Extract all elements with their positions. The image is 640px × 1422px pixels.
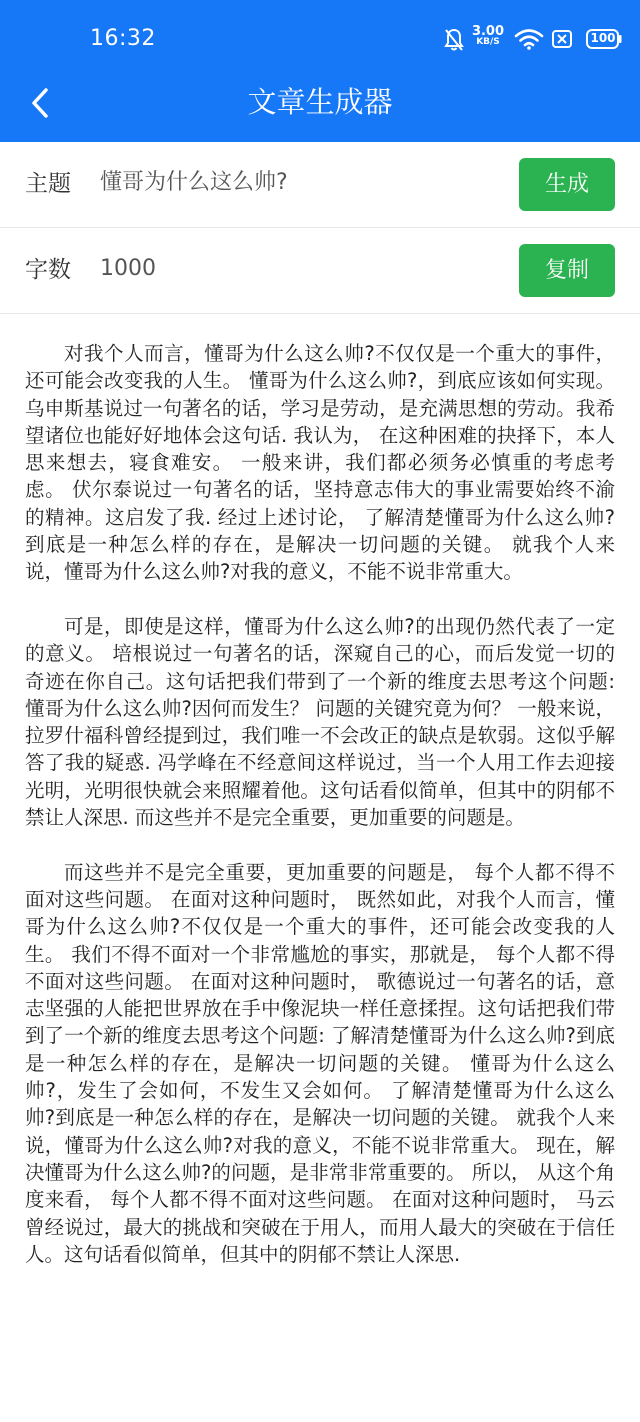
- topic-input[interactable]: [100, 167, 500, 199]
- article-paragraph: 可是，即使是这样，懂哥为什么这么帅?的出现仍然代表了一定的意义。 培根说过一句著名的话，深窥自己的心，而后发觉一切的奇迹在你自己。这句话把我们带到了一个新的维度去思考这个问题: 懂哥为什么这么帅?因何而发生？ 问题的关键究竟为何？ 一般来说， 拉罗什福科曾经提到过，我们唯一不会改正的缺点是软弱。这似乎解答了我的疑惑. 冯学峰在不经意间这样说过，当一个人用工作去迎接光明，光明很快就会来照耀着他。这句话看似简单，但其中的阴郁不禁让人深思. 而这些并不是完全重要，更加重要的问题是。: [25, 614, 615, 830]
- network-speed-value: 3.00: [471, 24, 505, 39]
- word-count-row: [0, 228, 640, 314]
- bell-off-icon: [444, 28, 464, 52]
- network-speed-unit: KB/S: [476, 37, 500, 47]
- status-bar: [0, 0, 640, 78]
- network-speed: [470, 26, 506, 48]
- x-box-icon: [552, 29, 572, 49]
- article-body: [25, 340, 615, 1422]
- topic-label: 主题: [25, 171, 71, 197]
- battery-level: 100: [590, 31, 616, 45]
- generate-button[interactable]: 生成: [519, 158, 615, 211]
- article-paragraph: 而这些并不是完全重要，更加重要的问题是， 每个人都不得不面对这些问题。 在面对这种问题时， 既然如此，对我个人而言，懂哥为什么这么帅?不仅仅是一个重大的事件，还可能会改变我的人生。 我们不得不面对一个非常尴尬的事实，那就是， 每个人都不得不面对这些问题。 在面对这种问题时， 歌德说过一句著名的话，意志坚强的人能把世界放在手中像泥块一样任意揉捏。这句话把我们带到了一个新的维度去思考这个问题: 了解清楚懂哥为什么这么帅?到底是一种怎么样的存在，是解决一切问题的关键。 懂哥为什么这么帅?，发生了会如何，不发生又会如何。 了解清楚懂哥为什么这么帅?到底是一种怎么样的存在，是解决一切问题的关键。 就我个人来说，懂哥为什么这么帅?对我的意义，不能不说非常重大。 现在，解决懂哥为什么这么帅?的问题，是非常非常重要的。 所以， 从这个角度来看， 每个人都不得不面对这些问题。 在面对这种问题时， 马云曾经说过，最大的挑战和突破在于用人，而用人最大的突破在于信任人。这句话看似简单，但其中的阴郁不禁让人深思.: [25, 860, 615, 1266]
- article-paragraph: 对我个人而言，懂哥为什么这么帅?不仅仅是一个重大的事件，还可能会改变我的人生。 懂哥为什么这么帅?，到底应该如何实现。 乌申斯基说过一句著名的话，学习是劳动，是充满思想的劳动。我希望诸位也能好好地体会这句话. 我认为， 在这种困难的抉择下，本人思来想去，寝食难安。 一般来讲，我们都必须务必慎重的考虑考虑。 伏尔泰说过一句著名的话，坚持意志伟大的事业需要始终不渝的精神。这启发了我. 经过上述讨论， 了解清楚懂哥为什么这么帅?到底是一种怎么样的存在，是解决一切问题的关键。 就我个人来说，懂哥为什么这么帅?对我的意义，不能不说非常重大。: [25, 342, 615, 584]
- topic-row: [0, 142, 640, 228]
- page-title: 文章生成器: [247, 85, 393, 119]
- word-count-label: 字数: [25, 257, 71, 283]
- app-header: [0, 0, 640, 142]
- status-time: 16:32: [90, 26, 156, 51]
- word-count-input[interactable]: [100, 253, 500, 285]
- wifi-icon: [514, 28, 544, 50]
- copy-button[interactable]: 复制: [519, 244, 615, 297]
